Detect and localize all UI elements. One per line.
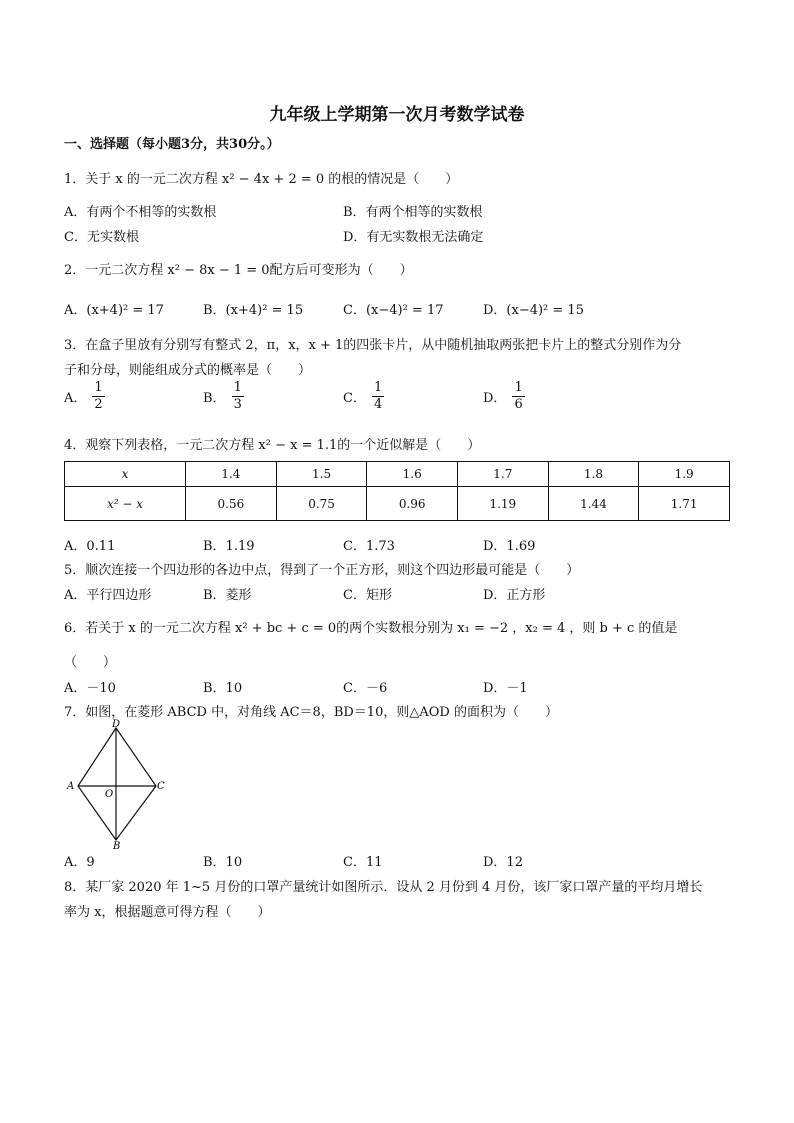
question-1-stem: 1．关于 x 的一元二次方程 x² − 4x + 2 = 0 的根的情况是（ ） bbox=[64, 172, 459, 187]
table-cell: 1.9 bbox=[639, 462, 730, 487]
table-cell: 1.4 bbox=[186, 462, 277, 487]
question-6-option-b: B．10 bbox=[203, 681, 243, 696]
table-cell: 1.8 bbox=[548, 462, 639, 487]
table-cell: x² − x bbox=[65, 487, 186, 521]
question-7-option-b: B．10 bbox=[203, 855, 243, 870]
table-cell: 1.6 bbox=[367, 462, 458, 487]
table-cell: 0.96 bbox=[367, 487, 458, 521]
question-6-option-c: C．－6 bbox=[343, 681, 388, 696]
question-3-option-b: B． $\frac{1}{3}$ bbox=[203, 380, 242, 412]
question-5-option-b: B．菱形 bbox=[203, 588, 252, 603]
table-row bbox=[65, 462, 730, 487]
center-label-o: O bbox=[105, 789, 114, 800]
table-cell: x bbox=[65, 462, 186, 487]
vertex-label-d: D bbox=[112, 719, 121, 730]
question-1-option-d: D．有无实数根无法确定 bbox=[343, 230, 484, 245]
section-heading: 一、选择题（每小题3分，共30分。） bbox=[64, 137, 280, 152]
question-3-stem-line2: 子和分母，则能组成分式的概率是（ ） bbox=[64, 363, 312, 378]
rhombus-figure bbox=[60, 718, 180, 850]
question-1-option-c: C．无实数根 bbox=[64, 230, 139, 245]
question-2-option-c: C．(x−4)² = 17 bbox=[343, 303, 444, 318]
value-table bbox=[64, 461, 730, 521]
table-cell: 0.75 bbox=[276, 487, 367, 521]
question-7-option-a: A．9 bbox=[64, 855, 95, 870]
table-cell: 1.71 bbox=[639, 487, 730, 521]
question-4-option-d: D．1.69 bbox=[483, 539, 536, 554]
table-cell: 0.56 bbox=[186, 487, 277, 521]
question-2-stem: 2．一元二次方程 x² − 8x − 1 = 0配方后可变形为（ ） bbox=[64, 263, 413, 278]
question-8-stem-line2: 率为 x，根据题意可得方程（ ） bbox=[64, 905, 271, 920]
question-7-option-d: D．12 bbox=[483, 855, 523, 870]
question-3-option-d: D． $\frac{1}{6}$ bbox=[483, 380, 523, 412]
question-5-option-d: D．正方形 bbox=[483, 588, 546, 603]
question-4-stem: 4．观察下列表格，一元二次方程 x² − x = 1.1的一个近似解是（ ） bbox=[64, 438, 481, 453]
vertex-label-a: A bbox=[67, 781, 75, 792]
table-cell: 1.44 bbox=[548, 487, 639, 521]
question-1-option-a: A．有两个不相等的实数根 bbox=[64, 205, 217, 220]
question-8-stem-line1: 8．某厂家 2020 年 1~5 月份的口罩产量统计如图所示．设从 2 月份到 4 月份，该厂家口罩产量的平均月增长 bbox=[64, 880, 703, 895]
question-2-option-b: B．(x+4)² = 15 bbox=[203, 303, 304, 318]
page-title: 九年级上学期第一次月考数学试卷 bbox=[269, 105, 525, 125]
question-7-stem: 7．如图，在菱形 ABCD 中，对角线 AC＝8，BD＝10，则△AOD 的面积为（ ） bbox=[64, 705, 558, 720]
question-6-option-d: D．－1 bbox=[483, 681, 528, 696]
vertex-label-b: B bbox=[113, 841, 121, 850]
question-2-option-a: A．(x+4)² = 17 bbox=[64, 303, 164, 318]
question-6-stem: 6．若关于 x 的一元二次方程 x² + bc + c = 0的两个实数根分别为 x₁ = −2 ，x₂ = 4 ，则 b + c 的值是 bbox=[64, 621, 678, 636]
question-5-option-a: A．平行四边形 bbox=[64, 588, 152, 603]
table-cell: 1.19 bbox=[458, 487, 549, 521]
table-row bbox=[65, 487, 730, 521]
question-5-stem: 5．顺次连接一个四边形的各边中点，得到了一个正方形，则这个四边形最可能是（ ） bbox=[64, 563, 580, 578]
question-3-stem-line1: 3．在盒子里放有分别写有整式 2，π，x，x + 1的四张卡片，从中随机抽取两张把卡片上的整式分别作为分 bbox=[64, 338, 682, 353]
vertex-label-c: C bbox=[157, 781, 165, 792]
question-6-paren: （ ） bbox=[64, 655, 117, 670]
question-4-option-b: B．1.19 bbox=[203, 539, 255, 554]
question-1-option-b: B．有两个相等的实数根 bbox=[343, 205, 483, 220]
question-4-option-a: A．0.11 bbox=[64, 539, 116, 554]
question-5-option-c: C．矩形 bbox=[343, 588, 392, 603]
question-4-option-c: C．1.73 bbox=[343, 539, 395, 554]
question-3-option-a: A． $\frac{1}{2}$ bbox=[64, 380, 103, 412]
rhombus-outline bbox=[78, 728, 156, 840]
question-2-option-d: D．(x−4)² = 15 bbox=[483, 303, 584, 318]
question-3-option-c: C． $\frac{1}{4}$ bbox=[343, 380, 383, 412]
table-cell: 1.7 bbox=[458, 462, 549, 487]
question-6-option-a: A．－10 bbox=[64, 681, 116, 696]
table-cell: 1.5 bbox=[276, 462, 367, 487]
question-7-option-c: C．11 bbox=[343, 855, 383, 870]
